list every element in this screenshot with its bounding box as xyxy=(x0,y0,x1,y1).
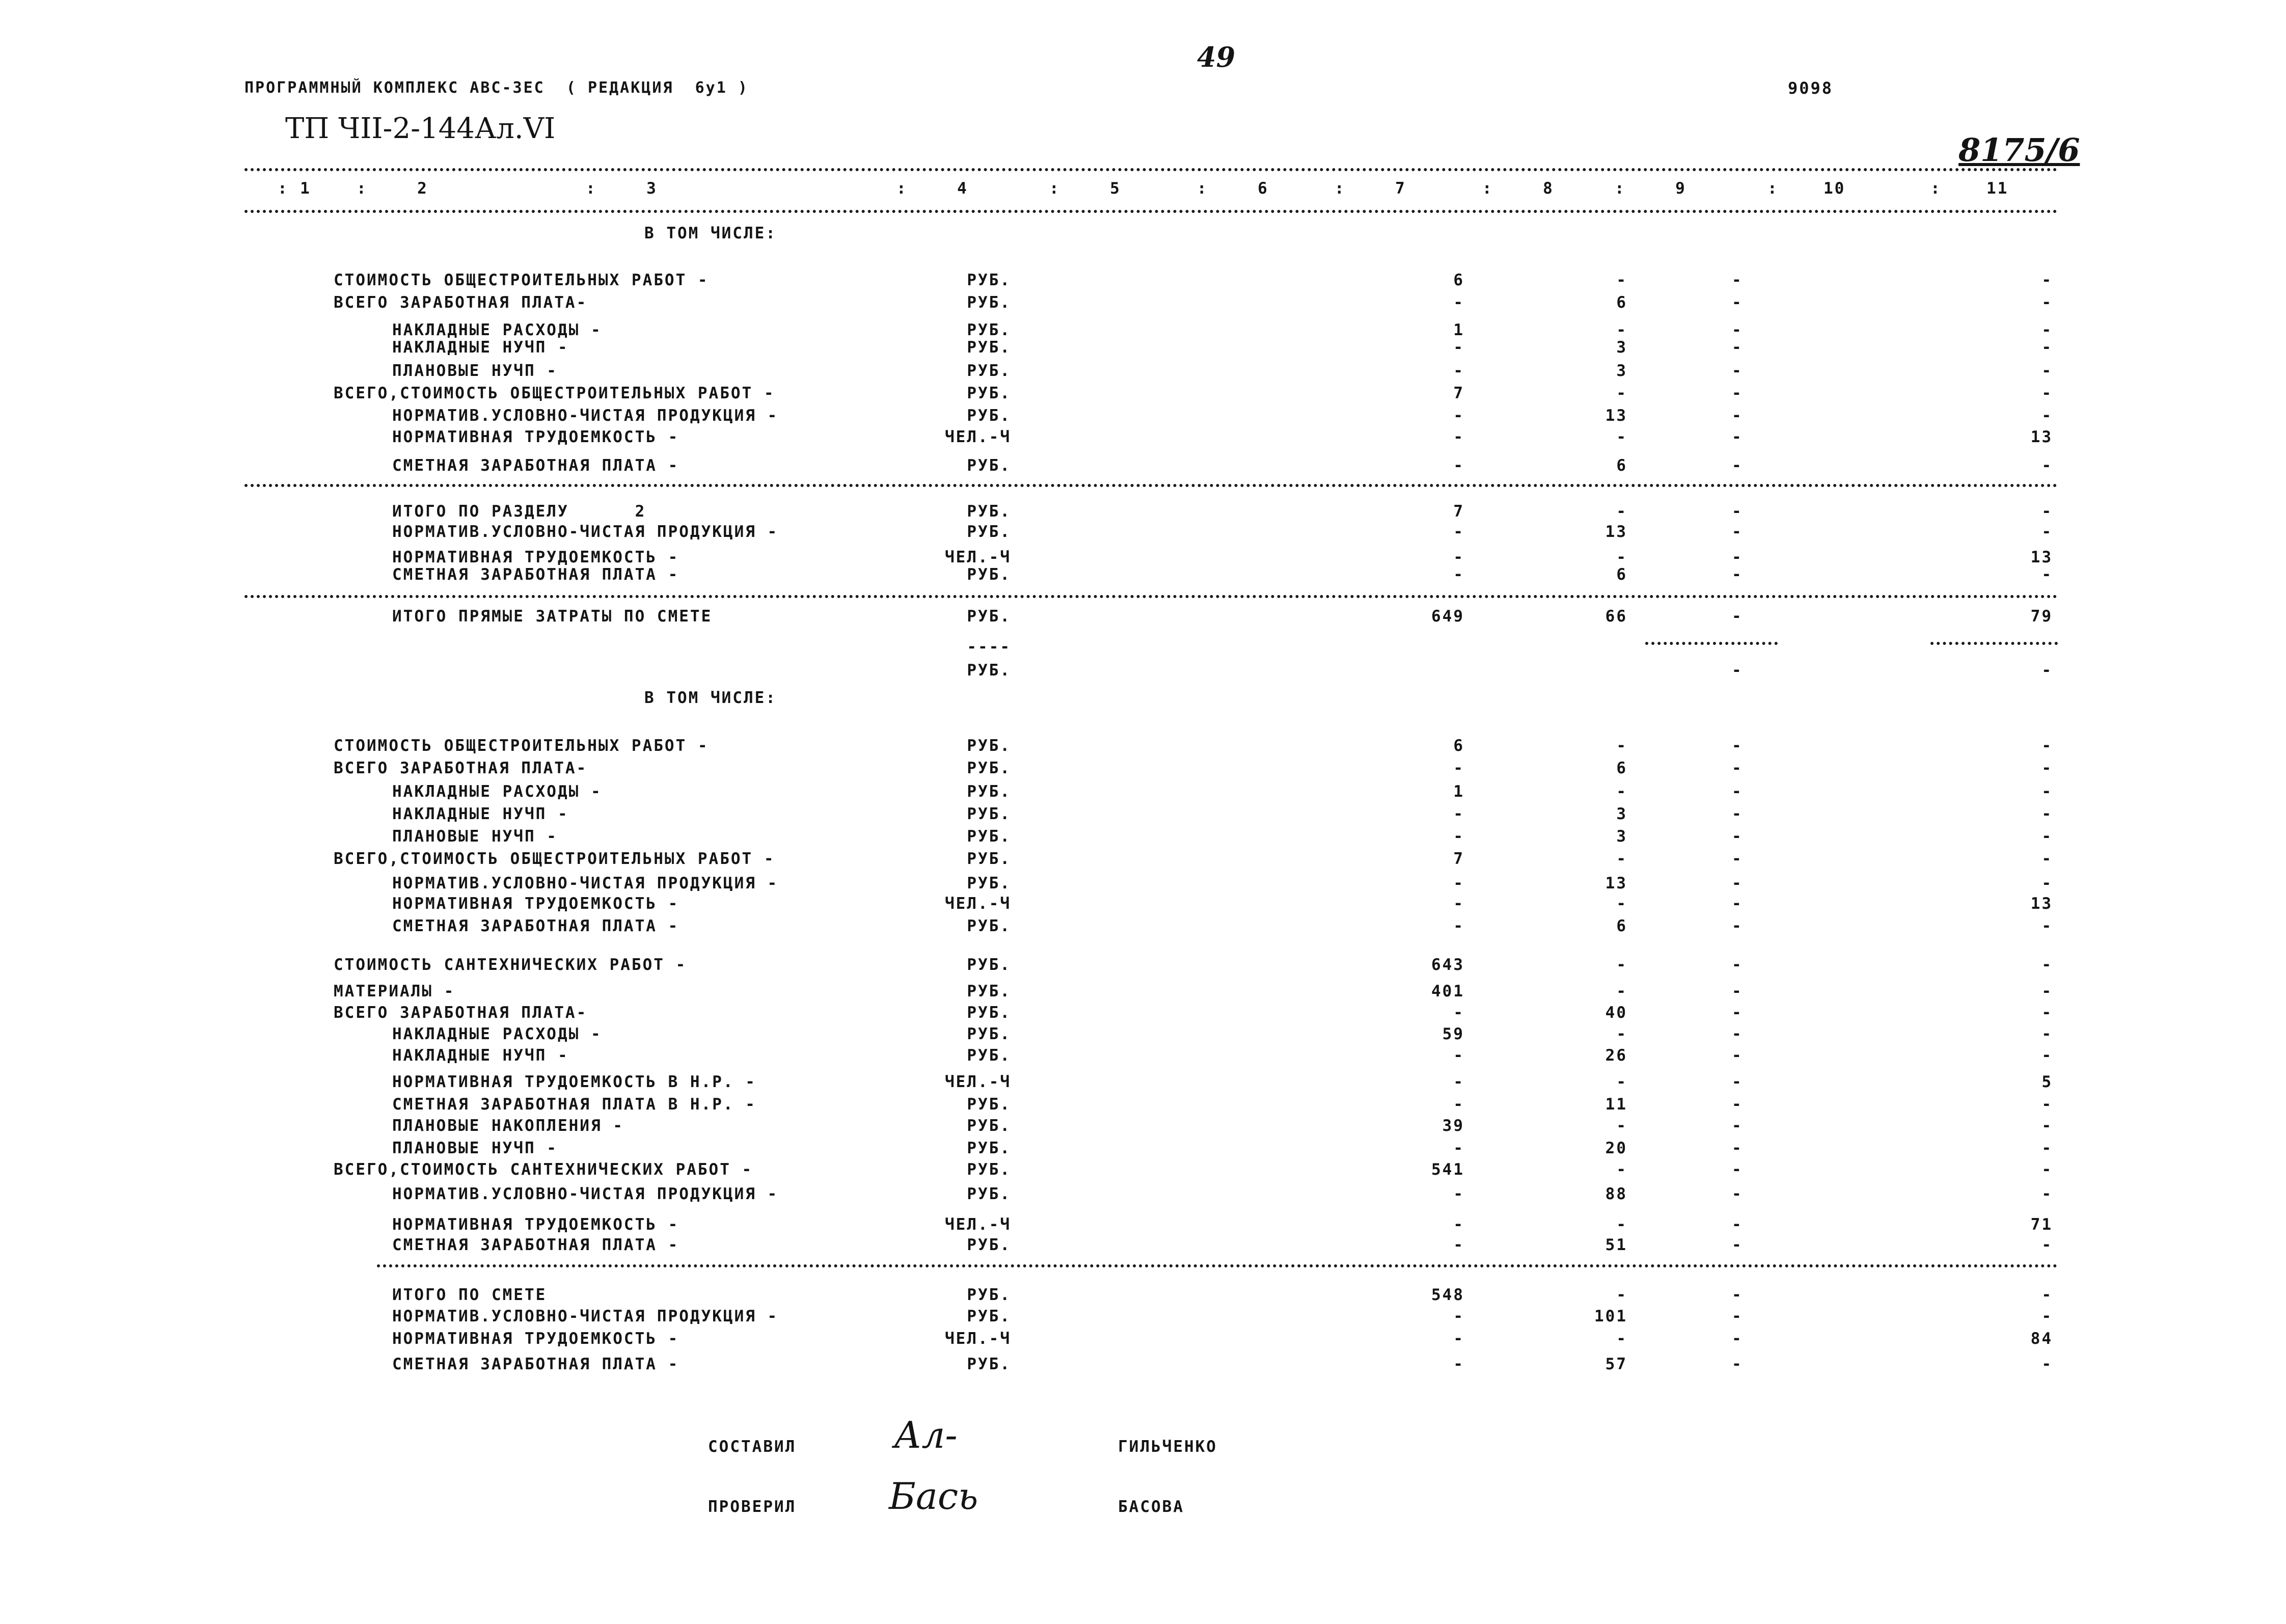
row-col9: - xyxy=(1732,1095,1743,1114)
row-unit: ЧЕЛ.-Ч xyxy=(945,895,1011,913)
row-col11: - xyxy=(2042,384,2053,402)
row-col8: 6 xyxy=(1616,456,1627,475)
row-label: ВСЕГО,СТОИМОСТЬ ОБЩЕСТРОИТЕЛЬНЫХ РАБОТ - xyxy=(334,850,775,868)
row-col7: - xyxy=(1453,1330,1464,1348)
row-col8: 3 xyxy=(1616,827,1627,846)
column-number: 2 xyxy=(417,179,428,198)
row-unit: ЧЕЛ.-Ч xyxy=(945,1073,1011,1091)
column-separator: : xyxy=(1049,179,1060,198)
row-col11: - xyxy=(2042,407,2053,425)
row-col8: - xyxy=(1616,1117,1627,1135)
row-col11: - xyxy=(2042,456,2053,475)
row-col8: - xyxy=(1616,1073,1627,1091)
row-col11: - xyxy=(2042,1185,2053,1203)
row-unit: РУБ. xyxy=(967,1307,1011,1325)
row-col8: 6 xyxy=(1616,917,1627,935)
row-unit: РУБ. xyxy=(967,1185,1011,1203)
row-col9: - xyxy=(1732,827,1743,846)
row-col9: - xyxy=(1732,1215,1743,1234)
row-unit: РУБ. xyxy=(967,874,1011,892)
row-col9: - xyxy=(1732,1307,1743,1325)
row-unit: РУБ. xyxy=(967,502,1011,521)
row-col8: 101 xyxy=(1594,1307,1627,1325)
row-col9: - xyxy=(1732,1160,1743,1179)
row-col9: - xyxy=(1732,1025,1743,1043)
dotted-rule xyxy=(1930,642,2058,645)
row-col11: - xyxy=(2042,1004,2053,1022)
blank-unit: РУБ. xyxy=(967,661,1011,680)
row-label: ПЛАНОВЫЕ НАКОПЛЕНИЯ - xyxy=(392,1117,624,1135)
row-col9: - xyxy=(1732,293,1743,312)
row-col8: - xyxy=(1616,782,1627,801)
row-unit: РУБ. xyxy=(967,737,1011,755)
compiled-name: ГИЛЬЧЕНКО xyxy=(1118,1438,1217,1456)
row-col8: - xyxy=(1616,895,1627,913)
row-col7: - xyxy=(1453,1307,1464,1325)
column-number: 3 xyxy=(646,179,658,198)
row-col8: - xyxy=(1616,1330,1627,1348)
row-col8: - xyxy=(1616,1025,1627,1043)
row-col8: 3 xyxy=(1616,338,1627,357)
row-col11: - xyxy=(2042,1025,2053,1043)
row-unit: РУБ. xyxy=(967,321,1011,339)
row-col8: - xyxy=(1616,1286,1627,1304)
row-col9: - xyxy=(1732,523,1743,541)
row-col9: - xyxy=(1732,362,1743,380)
row-col11: - xyxy=(2042,1307,2053,1325)
row-label: СМЕТНАЯ ЗАРАБОТНАЯ ПЛАТА В Н.Р. - xyxy=(392,1095,756,1114)
row-col7: 649 xyxy=(1431,607,1464,626)
row-unit: РУБ. xyxy=(967,293,1011,312)
row-col7: 59 xyxy=(1442,1025,1464,1043)
column-separator: : xyxy=(896,179,908,198)
row-col11: 13 xyxy=(2030,548,2053,566)
row-col8: - xyxy=(1616,502,1627,521)
row-unit: РУБ. xyxy=(967,1117,1011,1135)
row-col9: - xyxy=(1732,1330,1743,1348)
column-number: 7 xyxy=(1395,179,1406,198)
row-label: НОРМАТИВ.УСЛОВНО-ЧИСТАЯ ПРОДУКЦИЯ - xyxy=(392,874,779,892)
row-col7: - xyxy=(1453,917,1464,935)
column-number: 4 xyxy=(957,179,968,198)
row-label: ИТОГО ПО СМЕТЕ xyxy=(392,1286,547,1304)
row-label: ВСЕГО ЗАРАБОТНАЯ ПЛАТА- xyxy=(334,293,588,312)
row-col8: - xyxy=(1616,1160,1627,1179)
row-col7: 541 xyxy=(1431,1160,1464,1179)
row-col9: - xyxy=(1732,338,1743,357)
row-label: СМЕТНАЯ ЗАРАБОТНАЯ ПЛАТА - xyxy=(392,565,679,584)
row-label: ИТОГО ПРЯМЫЕ ЗАТРАТЫ ПО СМЕТЕ xyxy=(392,607,713,626)
row-col9: - xyxy=(1732,1004,1743,1022)
row-col9: - xyxy=(1732,407,1743,425)
row-label: НОРМАТИВ.УСЛОВНО-ЧИСТАЯ ПРОДУКЦИЯ - xyxy=(392,407,779,425)
row-col11: - xyxy=(2042,321,2053,339)
row-unit: ЧЕЛ.-Ч xyxy=(945,1330,1011,1348)
row-col11: - xyxy=(2042,982,2053,1000)
row-col8: - xyxy=(1616,384,1627,402)
row-col7: - xyxy=(1453,1004,1464,1022)
row-col9: - xyxy=(1732,1236,1743,1254)
row-label: НАКЛАДНЫЕ РАСХОДЫ - xyxy=(392,782,602,801)
row-col11: - xyxy=(2042,1046,2053,1065)
row-col11: - xyxy=(2042,1355,2053,1373)
row-col7: - xyxy=(1453,1355,1464,1373)
column-number: 6 xyxy=(1258,179,1269,198)
row-col9: - xyxy=(1732,982,1743,1000)
row-label: СТОИМОСТЬ ОБЩЕСТРОИТЕЛЬНЫХ РАБОТ - xyxy=(334,271,709,289)
row-col11: - xyxy=(2042,502,2053,521)
row-col8: - xyxy=(1616,321,1627,339)
checked-name: БАСОВА xyxy=(1118,1498,1184,1516)
row-label: ВСЕГО,СТОИМОСТЬ ОБЩЕСТРОИТЕЛЬНЫХ РАБОТ - xyxy=(334,384,775,402)
row-unit: РУБ. xyxy=(967,1025,1011,1043)
row-col9: - xyxy=(1732,895,1743,913)
row-col11: - xyxy=(2042,1160,2053,1179)
row-col8: 6 xyxy=(1616,565,1627,584)
row-label: ВСЕГО,СТОИМОСТЬ САНТЕХНИЧЕСКИХ РАБОТ - xyxy=(334,1160,753,1179)
row-label: НАКЛАДНЫЕ РАСХОДЫ - xyxy=(392,1025,602,1043)
header-rule-bottom xyxy=(244,210,2058,213)
row-col9: - xyxy=(1732,428,1743,446)
row-col7: 39 xyxy=(1442,1117,1464,1135)
header-rule-top xyxy=(244,168,2058,171)
row-label: НАКЛАДНЫЕ НУЧП - xyxy=(392,338,569,357)
row-col7: - xyxy=(1453,1139,1464,1157)
row-col11: 5 xyxy=(2042,1073,2053,1091)
section-heading: В ТОМ ЧИСЛЕ: xyxy=(644,689,777,707)
row-label: ИТОГО ПО РАЗДЕЛУ 2 xyxy=(392,502,646,521)
row-unit: РУБ. xyxy=(967,1095,1011,1114)
row-col8: 88 xyxy=(1605,1185,1627,1203)
row-col11: - xyxy=(2042,338,2053,357)
column-number: 9 xyxy=(1675,179,1686,198)
row-col11: - xyxy=(2042,362,2053,380)
dotted-rule xyxy=(1645,642,1778,645)
row-col9: - xyxy=(1732,321,1743,339)
column-number: 1 xyxy=(300,179,311,198)
row-label: НОРМАТИВНАЯ ТРУДОЕМКОСТЬ В Н.Р. - xyxy=(392,1073,756,1091)
row-col11: - xyxy=(2042,737,2053,755)
row-unit: РУБ. xyxy=(967,917,1011,935)
row-col7: 7 xyxy=(1453,850,1464,868)
row-col8: 57 xyxy=(1605,1355,1627,1373)
compiled-label: СОСТАВИЛ xyxy=(708,1438,797,1456)
row-label: НАКЛАДНЫЕ НУЧП - xyxy=(392,1046,569,1065)
row-col8: 13 xyxy=(1605,407,1627,425)
row-col9: - xyxy=(1732,874,1743,892)
row-label: ВСЕГО ЗАРАБОТНАЯ ПЛАТА- xyxy=(334,1004,588,1022)
row-unit: РУБ. xyxy=(967,1236,1011,1254)
page-number: 49 xyxy=(1197,41,1236,73)
row-col8: 3 xyxy=(1616,805,1627,823)
row-col7: - xyxy=(1453,293,1464,312)
row-label: ПЛАНОВЫЕ НУЧП - xyxy=(392,1139,558,1157)
row-col8: 51 xyxy=(1605,1236,1627,1254)
row-col8: 13 xyxy=(1605,523,1627,541)
row-col11: - xyxy=(2042,827,2053,846)
row-col8: 13 xyxy=(1605,874,1627,892)
row-col9: - xyxy=(1732,1185,1743,1203)
row-col8: 26 xyxy=(1605,1046,1627,1065)
row-col7: - xyxy=(1453,827,1464,846)
row-col7: 7 xyxy=(1453,384,1464,402)
row-col11: 79 xyxy=(2030,607,2053,626)
row-unit: РУБ. xyxy=(967,1004,1011,1022)
row-col9: - xyxy=(1732,607,1743,626)
row-col7: - xyxy=(1453,874,1464,892)
row-label: ПЛАНОВЫЕ НУЧП - xyxy=(392,827,558,846)
row-col7: - xyxy=(1453,362,1464,380)
row-col9: - xyxy=(1732,782,1743,801)
dotted-rule xyxy=(244,484,2058,487)
row-col7: 643 xyxy=(1431,956,1464,974)
row-col7: 6 xyxy=(1453,737,1464,755)
row-unit: РУБ. xyxy=(967,1286,1011,1304)
row-col9: - xyxy=(1732,565,1743,584)
row-col8: - xyxy=(1616,1215,1627,1234)
row-label: СМЕТНАЯ ЗАРАБОТНАЯ ПЛАТА - xyxy=(392,917,679,935)
row-col11: - xyxy=(2042,917,2053,935)
row-label: ПЛАНОВЫЕ НУЧП - xyxy=(392,362,558,380)
row-unit: РУБ. xyxy=(967,456,1011,475)
row-col11: - xyxy=(2042,850,2053,868)
row-col8: - xyxy=(1616,271,1627,289)
row-col11: - xyxy=(2042,565,2053,584)
row-unit: РУБ. xyxy=(967,607,1011,626)
row-col7: - xyxy=(1453,805,1464,823)
row-col8: - xyxy=(1616,548,1627,566)
row-col7: - xyxy=(1453,407,1464,425)
row-unit: РУБ. xyxy=(967,523,1011,541)
row-col7: 1 xyxy=(1453,321,1464,339)
row-col11: - xyxy=(2042,759,2053,777)
row-unit: РУБ. xyxy=(967,982,1011,1000)
row-label: МАТЕРИАЛЫ - xyxy=(334,982,455,1000)
column-separator: : xyxy=(1930,179,1942,198)
row-col8: 20 xyxy=(1605,1139,1627,1157)
row-unit: РУБ. xyxy=(967,827,1011,846)
row-col7: - xyxy=(1453,548,1464,566)
row-unit: РУБ. xyxy=(967,956,1011,974)
column-separator: : xyxy=(1197,179,1208,198)
row-col9: - xyxy=(1732,1046,1743,1065)
row-col9: - xyxy=(1732,456,1743,475)
doc-code: 9098 xyxy=(1788,78,1834,98)
row-col9: - xyxy=(1732,1073,1743,1091)
row-label: НАКЛАДНЫЕ РАСХОДЫ - xyxy=(392,321,602,339)
row-col7: 401 xyxy=(1431,982,1464,1000)
row-col9: - xyxy=(1732,548,1743,566)
column-number: 10 xyxy=(1824,179,1846,198)
row-label: СТОИМОСТЬ ОБЩЕСТРОИТЕЛЬНЫХ РАБОТ - xyxy=(334,737,709,755)
row-unit: ЧЕЛ.-Ч xyxy=(945,1215,1011,1234)
row-col7: 7 xyxy=(1453,502,1464,521)
row-col8: 11 xyxy=(1605,1095,1627,1114)
blank-col11: - xyxy=(2042,661,2053,680)
column-separator: : xyxy=(357,179,368,198)
row-unit: РУБ. xyxy=(967,407,1011,425)
row-col8: 6 xyxy=(1616,293,1627,312)
row-label: НОРМАТИВНАЯ ТРУДОЕМКОСТЬ - xyxy=(392,548,679,566)
column-number: 5 xyxy=(1110,179,1121,198)
row-col11: - xyxy=(2042,805,2053,823)
row-label: НОРМАТИВ.УСЛОВНО-ЧИСТАЯ ПРОДУКЦИЯ - xyxy=(392,523,779,541)
row-col11: - xyxy=(2042,782,2053,801)
row-col7: 6 xyxy=(1453,271,1464,289)
row-label: НОРМАТИВ.УСЛОВНО-ЧИСТАЯ ПРОДУКЦИЯ - xyxy=(392,1307,779,1325)
row-label: СМЕТНАЯ ЗАРАБОТНАЯ ПЛАТА - xyxy=(392,1355,679,1373)
row-label: СМЕТНАЯ ЗАРАБОТНАЯ ПЛАТА - xyxy=(392,1236,679,1254)
row-col9: - xyxy=(1732,1117,1743,1135)
row-col9: - xyxy=(1732,1286,1743,1304)
row-col11: 84 xyxy=(2030,1330,2053,1348)
section-heading: В ТОМ ЧИСЛЕ: xyxy=(644,224,777,242)
row-unit: РУБ. xyxy=(967,384,1011,402)
row-col9: - xyxy=(1732,271,1743,289)
column-separator: : xyxy=(1615,179,1626,198)
row-unit: РУБ. xyxy=(967,362,1011,380)
row-col8: 3 xyxy=(1616,362,1627,380)
row-col11: - xyxy=(2042,1236,2053,1254)
row-col9: - xyxy=(1732,502,1743,521)
row-col7: - xyxy=(1453,1046,1464,1065)
project-ref: ТП ЧII-2-144Ал.VI xyxy=(285,112,556,145)
row-col11: - xyxy=(2042,1117,2053,1135)
row-unit: РУБ. xyxy=(967,565,1011,584)
dotted-rule xyxy=(377,1264,2058,1267)
row-col8: - xyxy=(1616,850,1627,868)
column-separator: : xyxy=(278,179,289,198)
row-label: СТОИМОСТЬ САНТЕХНИЧЕСКИХ РАБОТ - xyxy=(334,956,687,974)
row-unit: РУБ. xyxy=(967,271,1011,289)
row-col7: 548 xyxy=(1431,1286,1464,1304)
row-unit: РУБ. xyxy=(967,759,1011,777)
row-col7: - xyxy=(1453,895,1464,913)
row-col9: - xyxy=(1732,737,1743,755)
program-line: ПРОГРАММНЫЙ КОМПЛЕКС АВС-ЗЕС ( РЕДАКЦИЯ 6у1 ) xyxy=(244,79,749,97)
row-col7: - xyxy=(1453,456,1464,475)
row-unit: РУБ. xyxy=(967,1139,1011,1157)
column-separator: : xyxy=(586,179,597,198)
row-col7: - xyxy=(1453,1073,1464,1091)
row-col9: - xyxy=(1732,956,1743,974)
row-col7: - xyxy=(1453,1236,1464,1254)
row-col9: - xyxy=(1732,759,1743,777)
column-number: 11 xyxy=(1986,179,2009,198)
row-col11: 13 xyxy=(2030,895,2053,913)
row-unit: РУБ. xyxy=(967,1160,1011,1179)
row-unit: РУБ. xyxy=(967,805,1011,823)
row-col9: - xyxy=(1732,917,1743,935)
row-label: НОРМАТИВНАЯ ТРУДОЕМКОСТЬ - xyxy=(392,428,679,446)
row-col8: 6 xyxy=(1616,759,1627,777)
row-col7: - xyxy=(1453,338,1464,357)
row-col11: - xyxy=(2042,1286,2053,1304)
row-unit: ЧЕЛ.-Ч xyxy=(945,428,1011,446)
row-label: НОРМАТИВНАЯ ТРУДОЕМКОСТЬ - xyxy=(392,1330,679,1348)
row-col8: 40 xyxy=(1605,1004,1627,1022)
row-col8: - xyxy=(1616,428,1627,446)
row-col7: - xyxy=(1453,428,1464,446)
column-separator: : xyxy=(1767,179,1779,198)
row-col8: - xyxy=(1616,982,1627,1000)
row-unit: ЧЕЛ.-Ч xyxy=(945,548,1011,566)
row-col7: - xyxy=(1453,759,1464,777)
row-unit: РУБ. xyxy=(967,1355,1011,1373)
row-col11: - xyxy=(2042,1139,2053,1157)
row-col11: - xyxy=(2042,293,2053,312)
row-label: ВСЕГО ЗАРАБОТНАЯ ПЛАТА- xyxy=(334,759,588,777)
column-separator: : xyxy=(1335,179,1346,198)
row-label: НОРМАТИВНАЯ ТРУДОЕМКОСТЬ - xyxy=(392,895,679,913)
blank-dashes: ---- xyxy=(967,638,1011,656)
row-col7: 1 xyxy=(1453,782,1464,801)
row-label: НОРМАТИВ.УСЛОВНО-ЧИСТАЯ ПРОДУКЦИЯ - xyxy=(392,1185,779,1203)
row-col11: - xyxy=(2042,1095,2053,1114)
row-col9: - xyxy=(1732,1139,1743,1157)
blank-col9: - xyxy=(1732,661,1743,680)
row-label: СМЕТНАЯ ЗАРАБОТНАЯ ПЛАТА - xyxy=(392,456,679,475)
row-unit: РУБ. xyxy=(967,1046,1011,1065)
row-col11: 71 xyxy=(2030,1215,2053,1234)
row-col11: 13 xyxy=(2030,428,2053,446)
row-col7: - xyxy=(1453,1215,1464,1234)
row-label: НОРМАТИВНАЯ ТРУДОЕМКОСТЬ - xyxy=(392,1215,679,1234)
row-col11: - xyxy=(2042,874,2053,892)
row-col7: - xyxy=(1453,565,1464,584)
column-number: 8 xyxy=(1543,179,1554,198)
compiled-signature: Ал- xyxy=(894,1414,958,1456)
row-label: НАКЛАДНЫЕ НУЧП - xyxy=(392,805,569,823)
checked-label: ПРОВЕРИЛ xyxy=(708,1498,797,1516)
row-col11: - xyxy=(2042,956,2053,974)
row-col7: - xyxy=(1453,523,1464,541)
row-col9: - xyxy=(1732,850,1743,868)
sheet-ref: 8175/6 xyxy=(1958,131,2080,169)
row-unit: РУБ. xyxy=(967,782,1011,801)
row-col8: 66 xyxy=(1605,607,1627,626)
row-col7: - xyxy=(1453,1095,1464,1114)
dotted-rule xyxy=(244,595,2058,598)
column-separator: : xyxy=(1482,179,1493,198)
row-unit: РУБ. xyxy=(967,338,1011,357)
row-col8: - xyxy=(1616,737,1627,755)
row-col9: - xyxy=(1732,805,1743,823)
row-col9: - xyxy=(1732,1355,1743,1373)
row-unit: РУБ. xyxy=(967,850,1011,868)
row-col11: - xyxy=(2042,523,2053,541)
row-col7: - xyxy=(1453,1185,1464,1203)
row-col11: - xyxy=(2042,271,2053,289)
row-col8: - xyxy=(1616,956,1627,974)
row-col9: - xyxy=(1732,384,1743,402)
checked-signature: Бась xyxy=(889,1475,978,1518)
